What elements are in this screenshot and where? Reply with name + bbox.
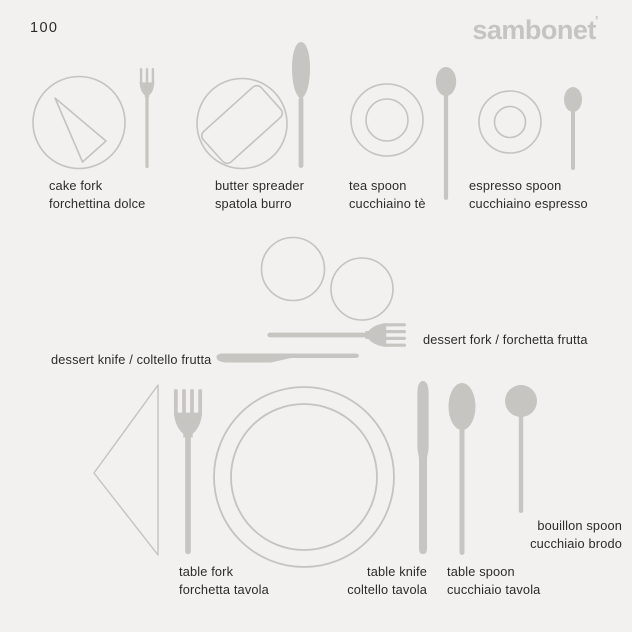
label-tea-spoon	[349, 177, 426, 212]
label-en: tea spoon	[349, 178, 407, 193]
butter-plate-icon	[197, 79, 287, 169]
napkin-icon	[94, 385, 158, 555]
label-en: bouillon spoon	[537, 518, 622, 533]
table-fork-icon	[174, 389, 202, 554]
label-en: table fork	[179, 564, 234, 579]
dessert-plate-right-icon	[331, 258, 393, 320]
label-it: coltello tavola	[347, 581, 427, 597]
label-en: butter spreader	[215, 178, 305, 193]
espresso-spoon-icon	[564, 87, 582, 170]
page-number: 100	[30, 20, 59, 36]
dessert-knife-icon	[216, 354, 359, 363]
label-it: cucchiaino espresso	[469, 195, 588, 211]
label-it: cucchiaio tavola	[447, 581, 541, 597]
brand-logo-mark-icon: ’	[594, 13, 598, 28]
butter-spreader-icon	[292, 42, 310, 168]
brand-logo-text: sambonet	[472, 15, 596, 45]
label-table-knife	[297, 563, 427, 598]
label-it: spatola burro	[215, 195, 292, 211]
label-en: espresso spoon	[469, 178, 562, 193]
label-it: forchetta tavola	[179, 581, 269, 597]
label-bouillon-spoon	[492, 517, 622, 552]
label-table-fork	[179, 563, 269, 598]
tea-cup-icon	[351, 84, 423, 156]
dessert-fork-icon	[267, 323, 406, 347]
label-en: table knife	[367, 564, 427, 579]
label-dessert-knife: dessert knife / coltello frutta	[51, 352, 212, 367]
tea-spoon-icon	[436, 67, 456, 200]
label-espresso-spoon	[469, 177, 588, 212]
label-it: cucchiaino tè	[349, 195, 426, 211]
dinner-plate-icon	[214, 387, 394, 567]
label-it: cucchiaio brodo	[530, 535, 622, 551]
table-knife-icon	[417, 381, 428, 554]
label-it: forchettina dolce	[49, 195, 146, 211]
label-en: cake fork	[49, 178, 103, 193]
label-dessert-fork: dessert fork / forchetta frutta	[423, 332, 588, 347]
cake-fork-icon	[140, 68, 155, 168]
espresso-cup-icon	[479, 91, 541, 153]
table-spoon-icon	[449, 383, 476, 555]
label-en: table spoon	[447, 564, 515, 579]
label-table-spoon	[447, 563, 540, 598]
cake-plate-icon	[33, 77, 125, 169]
bouillon-spoon-icon	[505, 385, 537, 513]
label-cake-fork	[49, 177, 145, 212]
label-butter-spreader	[215, 177, 304, 212]
dessert-plate-left-icon	[262, 238, 325, 301]
